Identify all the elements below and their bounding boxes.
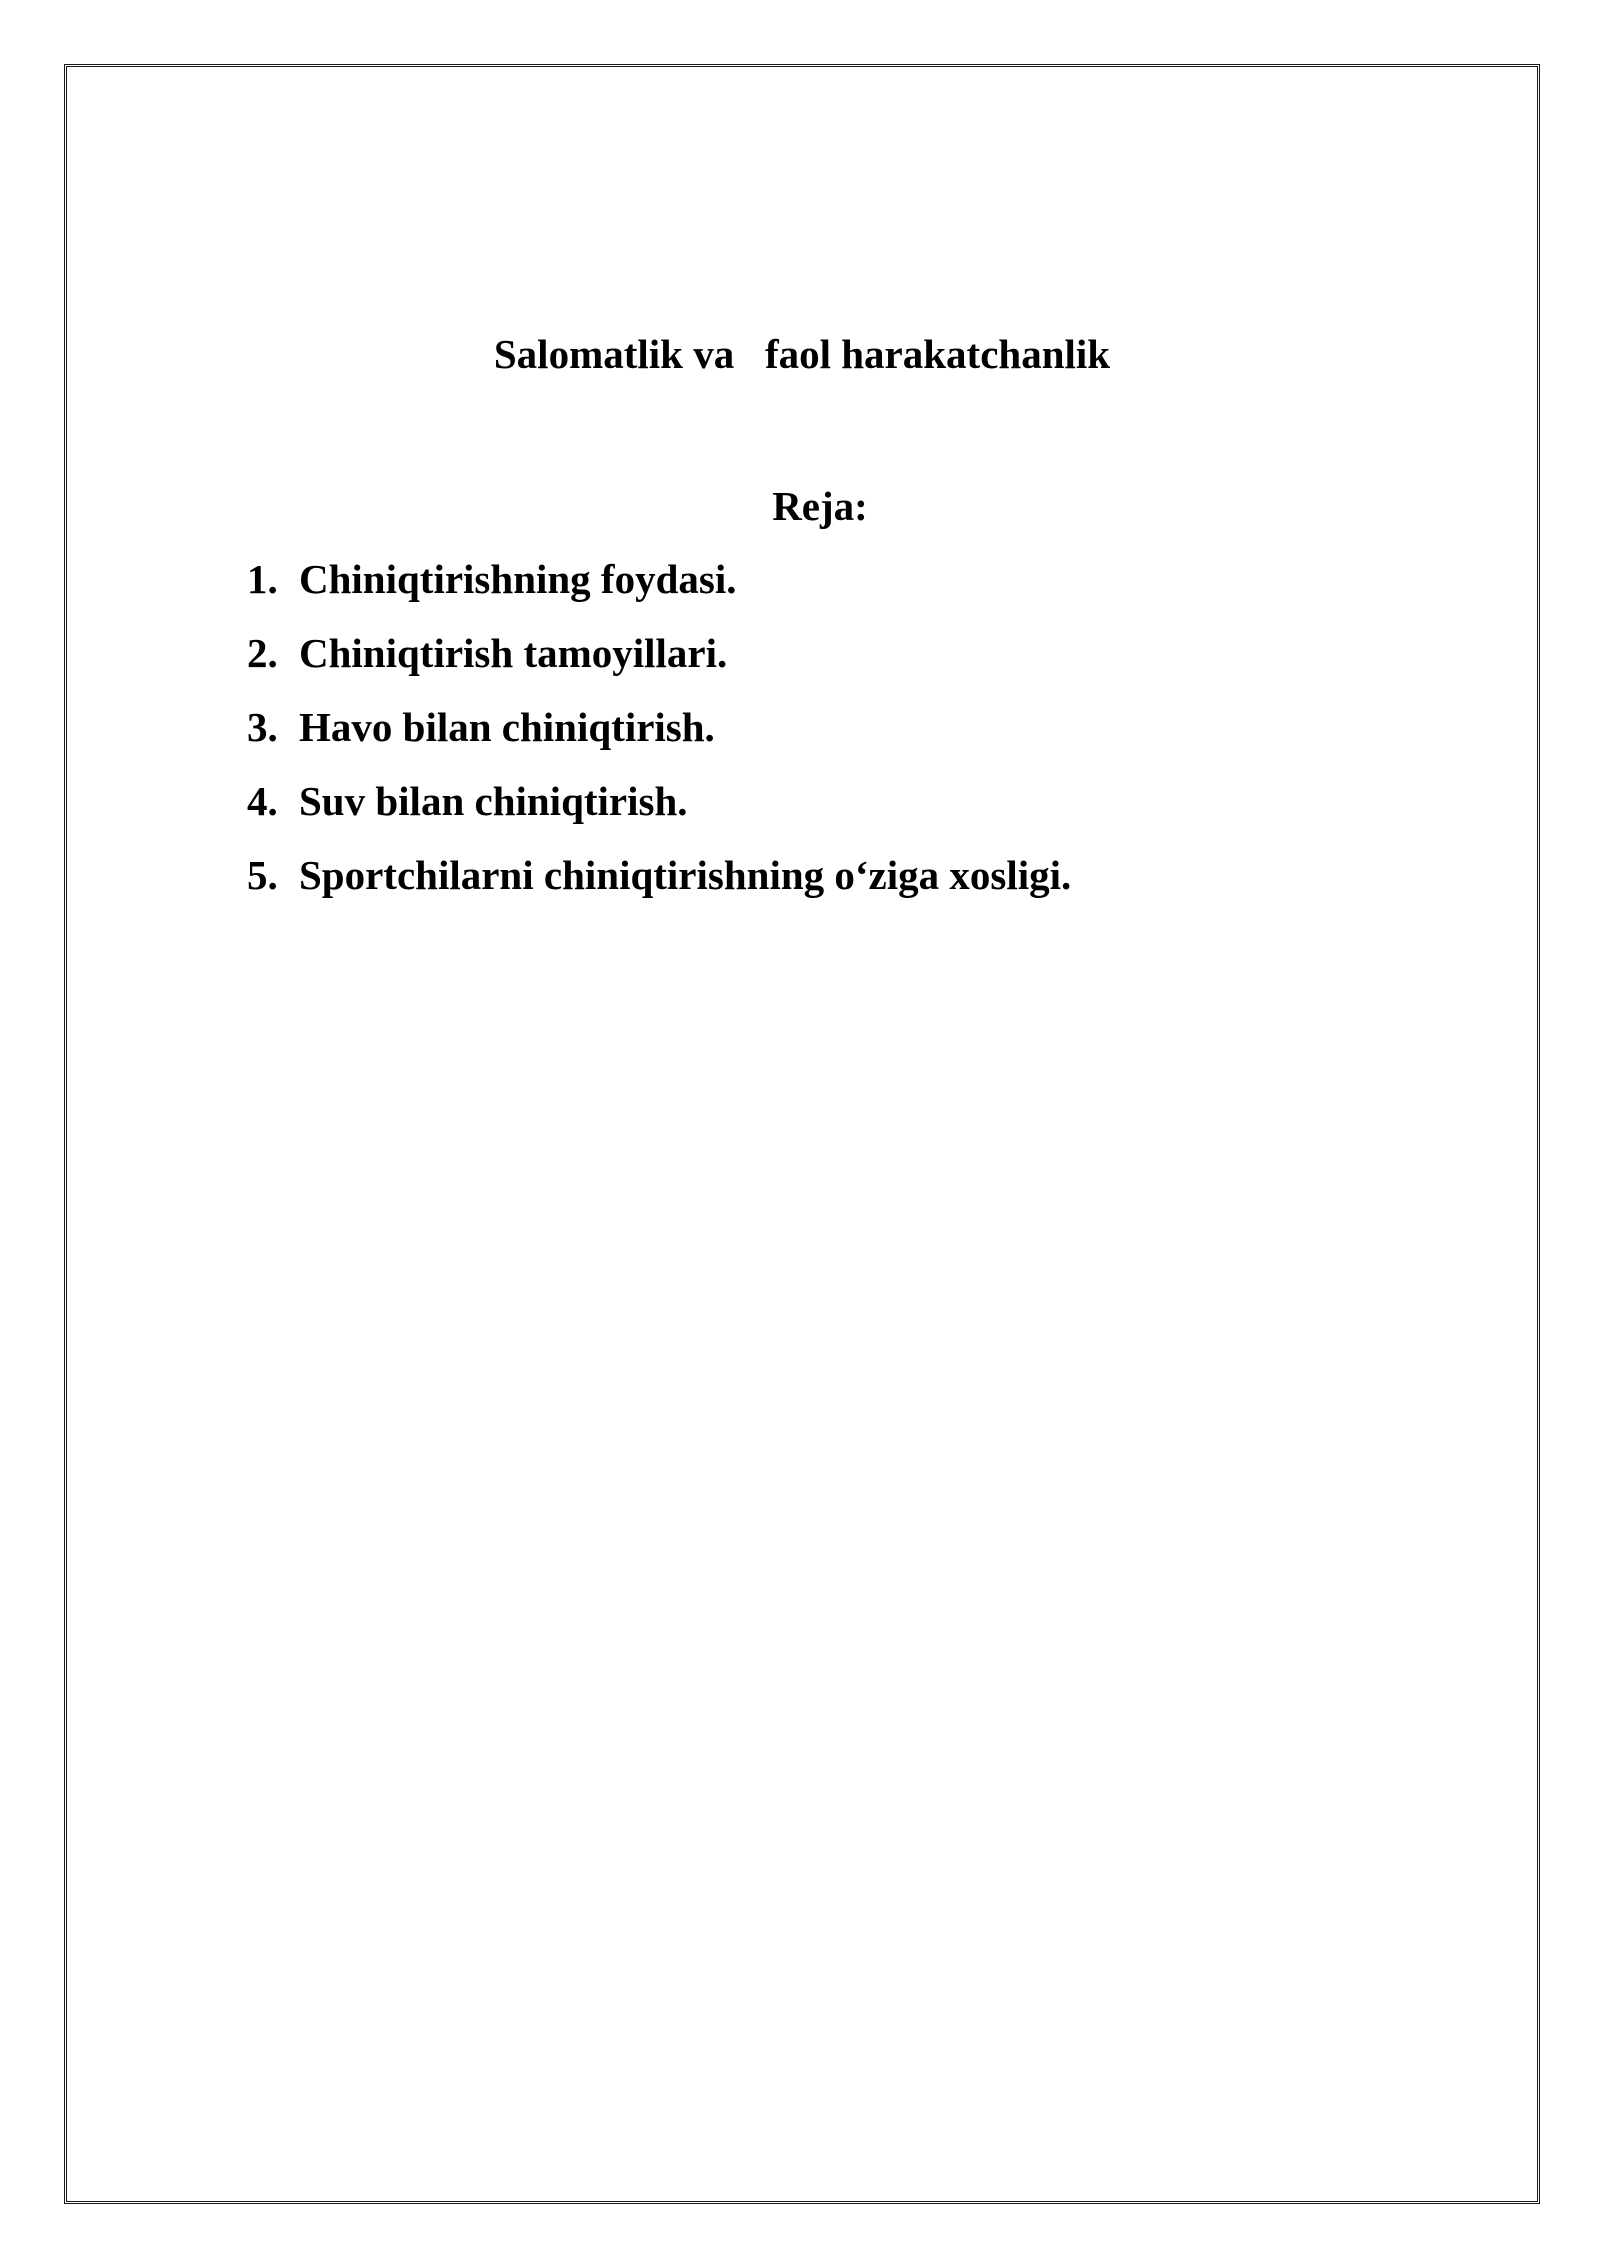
document-title: Salomatlik va faol harakatchanlik [493,331,1111,377]
plan-item [247,850,1071,924]
plan-item-text: Sportchilarni chiniqtirishning o‘ziga xosligi. [299,852,1072,898]
plan-item [247,628,1071,702]
plan-item-number: 1. [247,556,278,602]
plan-item-number: 4. [247,778,278,824]
plan-item-text: Suv bilan chiniqtirish. [299,778,688,824]
plan-item-text: Chiniqtirish tamoyillari. [299,630,728,676]
plan-item [247,554,1071,628]
plan-item [247,776,1071,850]
plan-item-text: Chiniqtirishning foydasi. [299,556,737,602]
plan-item [247,702,1071,776]
plan-item-text: Havo bilan chiniqtirish. [299,704,715,750]
plan-heading: Reja: [772,483,868,529]
plan-list [247,554,1071,924]
plan-item-number: 3. [247,704,278,750]
plan-item-number: 2. [247,630,278,676]
page-border [64,64,1540,2204]
plan-item-number: 5. [247,852,278,898]
